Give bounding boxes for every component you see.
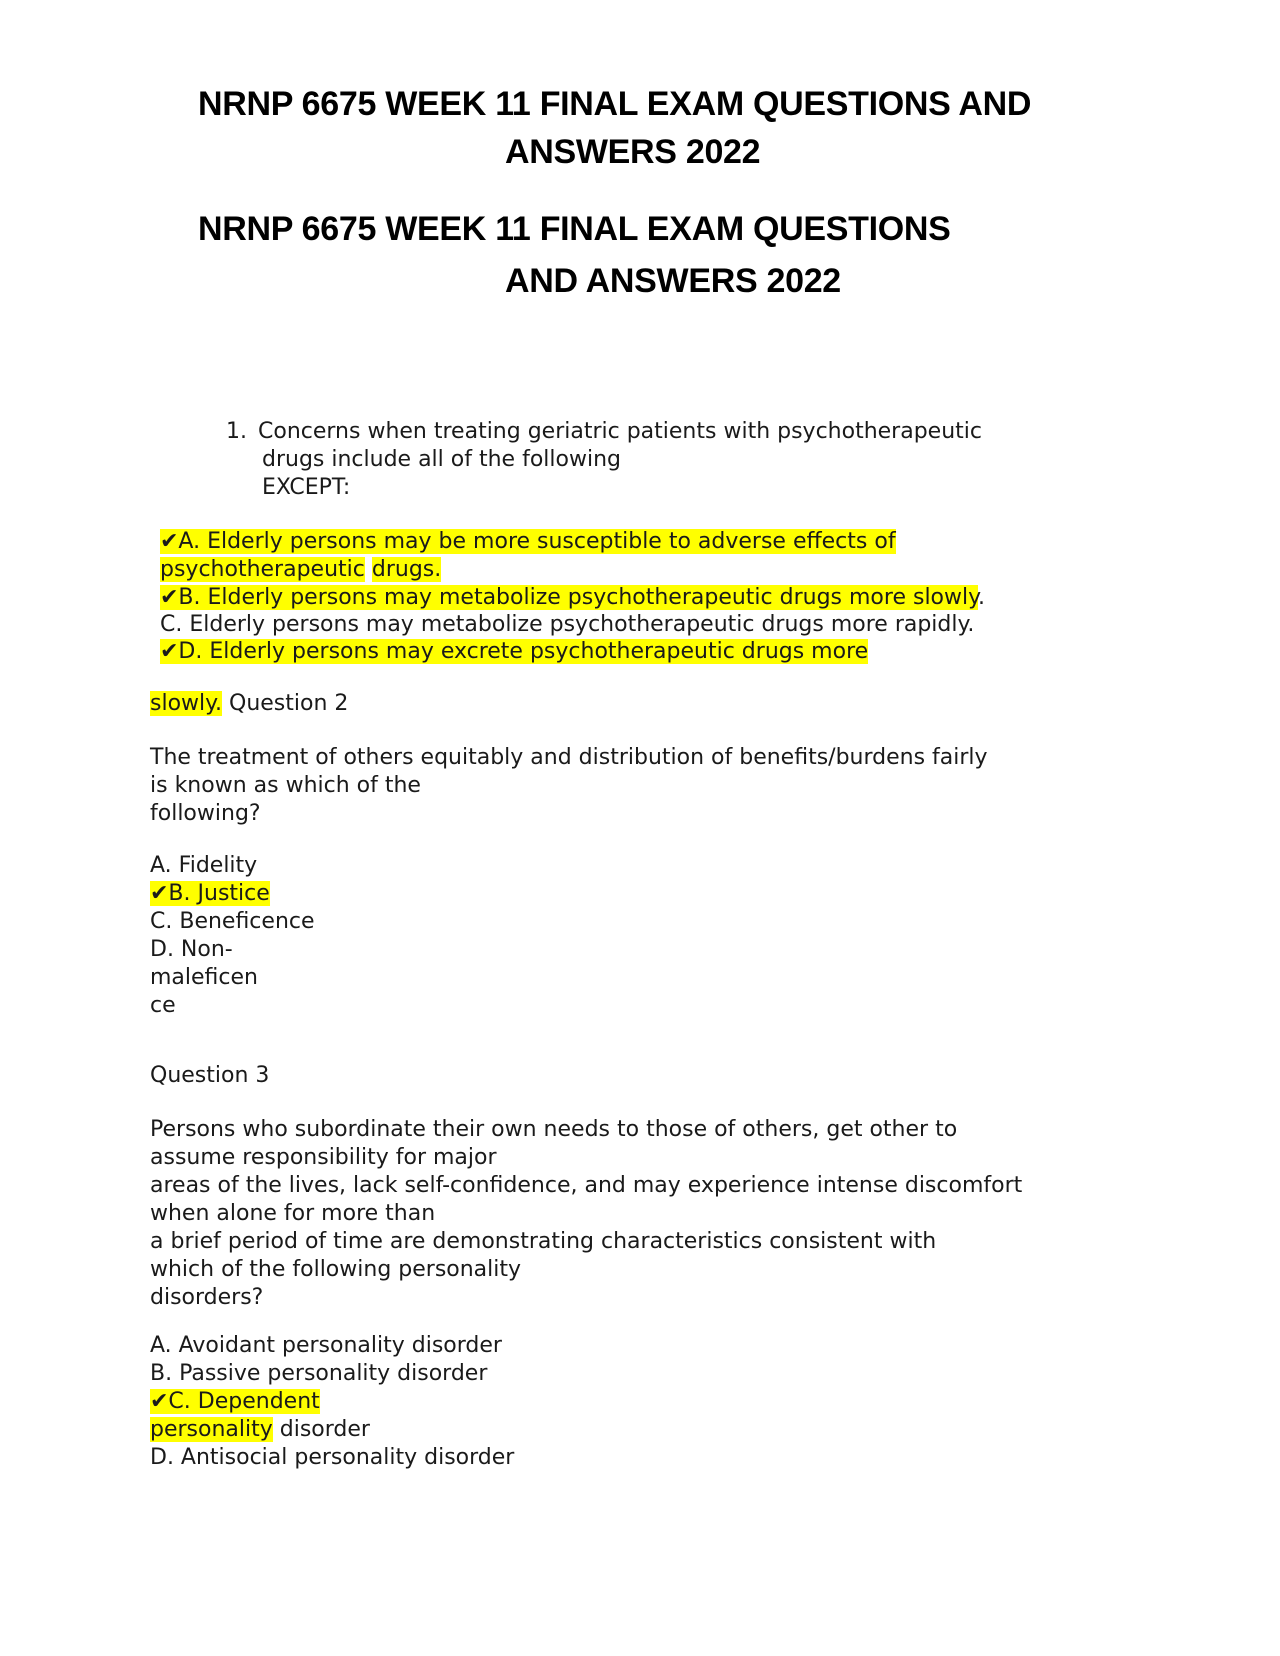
option-c-tail: disorder: [272, 1417, 370, 1442]
question-3-stem: [150, 1116, 1022, 1312]
question-1-stem-line1: Concerns when treating geriatric patients with psychotherapeutic: [258, 419, 982, 444]
answer-highlight: ✔B. Justice: [150, 881, 270, 906]
question-2-label: Question 2: [229, 691, 349, 716]
document-title-repeat-line2: AND ANSWERS 2022: [505, 262, 841, 300]
question-2-option-b: [150, 880, 315, 908]
question-3-stem-line4: when alone for more than: [150, 1201, 436, 1226]
question-2-stem: [150, 744, 988, 828]
answer-highlight: ✔B. Elderly persons may metabolize psychotherapeutic drugs more slowly: [160, 585, 979, 610]
question-3-label: Question 3: [150, 1063, 270, 1088]
question-2-option-d-line1: D. Non-: [150, 937, 233, 962]
document-title-line2: ANSWERS 2022: [505, 133, 761, 171]
question-1-option-b: [160, 584, 985, 612]
answer-highlight: ✔C. Dependent: [150, 1389, 320, 1414]
document-title-line1: NRNP 6675 WEEK 11 FINAL EXAM QUESTIONS AND: [198, 85, 1032, 123]
question-2-options: [150, 852, 315, 1020]
question-3-option-d: D. Antisocial personality disorder: [150, 1445, 515, 1470]
question-2-stem-line1: The treatment of others equitably and distribution of benefits/burdens fairly: [150, 745, 988, 770]
question-1-stem-line3: EXCEPT:: [262, 475, 351, 500]
answer-highlight: ✔D. Elderly persons may excrete psychotherapeutic drugs more: [160, 639, 869, 664]
option-b-period: .: [978, 585, 986, 610]
question-1-option-a-line2: [160, 556, 441, 584]
answer-highlight: personality: [150, 1417, 273, 1442]
question-2-option-c: C. Beneficence: [150, 909, 315, 934]
answer-highlight: psychotherapeutic: [160, 557, 365, 582]
question-3-options: [150, 1332, 514, 1472]
question-3-stem-line5: a brief period of time are demonstrating characteristics consistent with: [150, 1229, 937, 1254]
question-2-option-a: A. Fidelity: [150, 853, 258, 878]
question-3-stem-line1: Persons who subordinate their own needs to those of others, get other to: [150, 1117, 958, 1142]
question-3-option-b: B. Passive personality disorder: [150, 1361, 488, 1386]
question-3-stem-line2: assume responsibility for major: [150, 1145, 497, 1170]
question-3-option-a: A. Avoidant personality disorder: [150, 1333, 502, 1358]
answer-highlight: ✔A. Elderly persons may be more susceptible to adverse effects of: [160, 529, 896, 554]
question-3-stem-line6: which of the following personality: [150, 1257, 522, 1282]
document-title-repeat-line1: NRNP 6675 WEEK 11 FINAL EXAM QUESTIONS: [198, 210, 951, 248]
question-2-stem-line3: following?: [150, 801, 261, 826]
question-3-option-c-line2: [150, 1416, 514, 1444]
question-2-stem-line2: is known as which of the: [150, 773, 421, 798]
question-3-option-c-line1: [150, 1388, 514, 1416]
question-1-number: 1.: [226, 419, 247, 444]
question-1-stem-line2: drugs include all of the following: [262, 447, 621, 472]
answer-highlight: drugs.: [371, 557, 442, 582]
question-3-stem-line7: disorders?: [150, 1285, 264, 1310]
question-2-option-d-line3: ce: [150, 993, 176, 1018]
question-2-option-d-line2: maleficen: [150, 965, 258, 990]
question-1-option-a-line1: [160, 528, 896, 556]
question-1-option-c: C. Elderly persons may metabolize psychotherapeutic drugs more rapidly.: [160, 612, 975, 637]
question-3-stem-line3: areas of the lives, lack self-confidence, and may experience intense discomfort: [150, 1173, 1023, 1198]
answer-highlight: slowly.: [150, 691, 223, 716]
question-1-option-d: [160, 638, 868, 666]
question-1-option-d-continued: [150, 690, 348, 718]
